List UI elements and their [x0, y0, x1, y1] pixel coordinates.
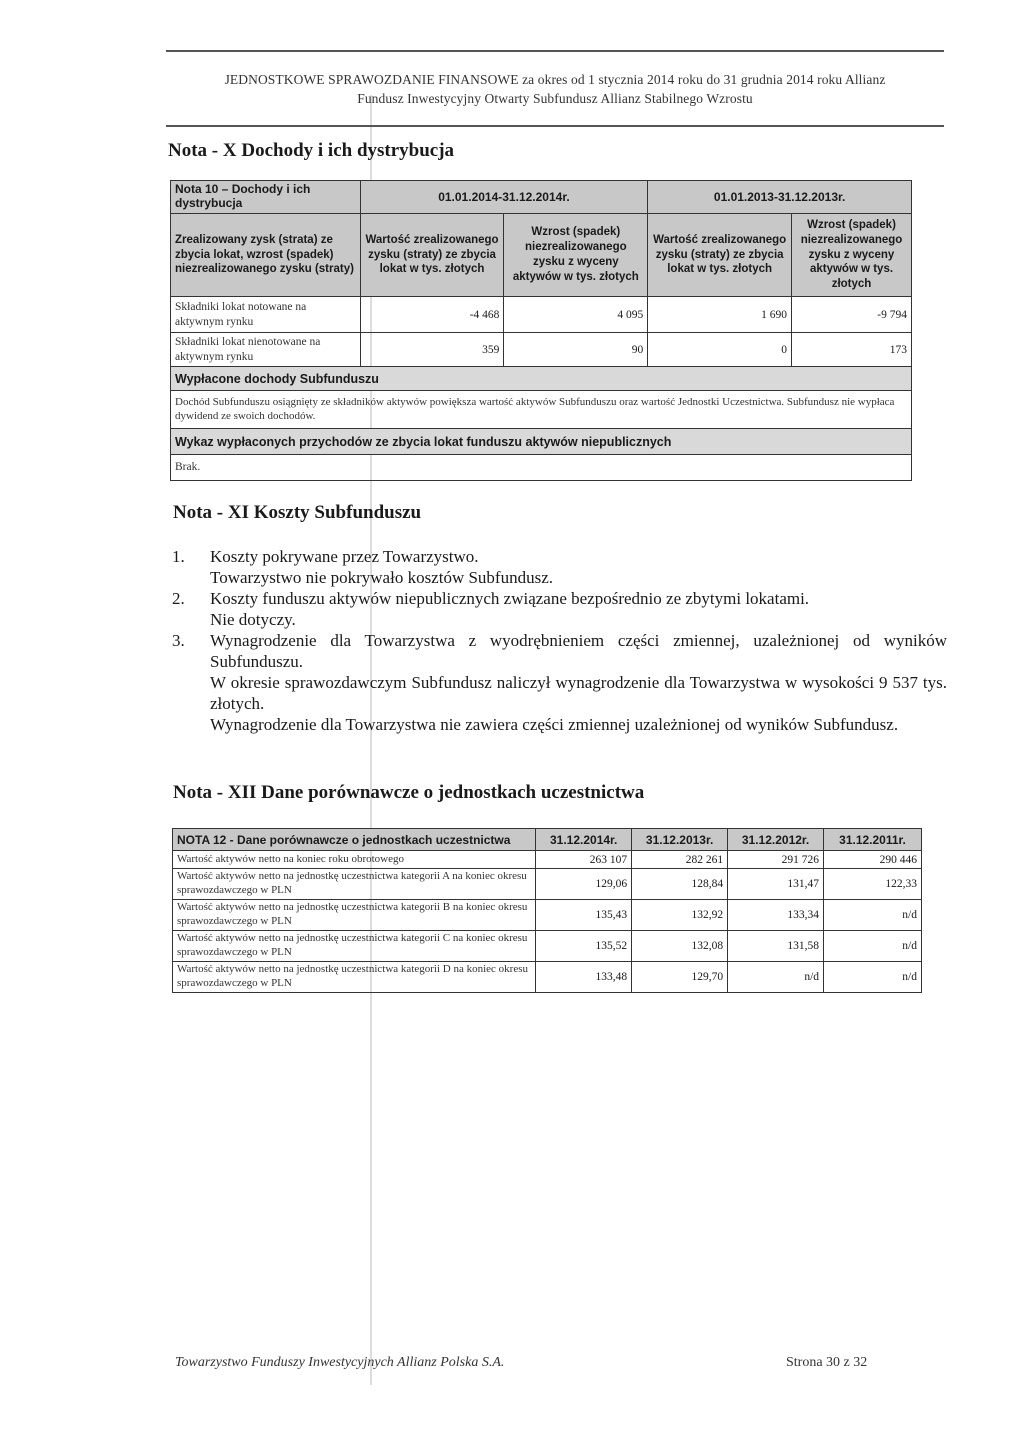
header-line-2: Fundusz Inwestycyjny Otwarty Subfundusz Allianz Stabilnego Wzrostu — [357, 91, 753, 106]
nota-10-table — [170, 180, 912, 481]
list-item — [172, 630, 947, 735]
page-number: Strona 30 z 32 — [786, 1355, 868, 1370]
value-cell: 132,92 — [632, 900, 728, 931]
col-realized-2014: Wartość zrealizowanego zysku (straty) ze zbycia lokat w tys. złotych — [360, 214, 504, 297]
item-number: 1. — [172, 547, 185, 566]
item-number: 3. — [172, 631, 185, 650]
value-cell: -4 468 — [360, 297, 504, 333]
row-label: Składniki lokat notowane na aktywnym rynku — [171, 297, 361, 333]
nota-10-title: Nota - X Dochody i ich dystrybucja — [168, 140, 455, 161]
nota-12-table — [172, 828, 922, 993]
value-cell: 135,43 — [536, 900, 632, 931]
table-row — [173, 931, 922, 962]
value-cell: n/d — [824, 900, 922, 931]
value-cell: 359 — [360, 333, 504, 367]
payout-list-text: Brak. — [171, 455, 912, 481]
item-text: Wynagrodzenie dla Towarzystwa nie zawiera części zmiennej uzależnionej od wyników Subfundusz. — [210, 715, 899, 734]
value-cell: 173 — [792, 333, 912, 367]
year-header: 31.12.2014r. — [536, 829, 632, 851]
item-text: Koszty funduszu aktywów niepublicznych związane bezpośrednio ze zbytymi lokatami. — [210, 589, 810, 608]
paid-income-text: Dochód Subfunduszu osiągnięty ze składników aktywów powiększa wartość aktywów Subfunduszu oraz wartość Jednostki Uczestnictwa. Subfundusz nie wypłaca dywidend ze swoich dochodów. — [171, 391, 912, 429]
list-item — [172, 546, 947, 588]
value-cell: n/d — [824, 931, 922, 962]
value-cell: 131,58 — [728, 931, 824, 962]
value-cell: 4 095 — [504, 297, 648, 333]
value-cell: 0 — [648, 333, 792, 367]
nota-11-title: Nota - XI Koszty Subfunduszu — [173, 502, 422, 523]
value-cell: n/d — [824, 962, 922, 993]
header-bottom-rule — [166, 125, 944, 127]
value-cell: 135,52 — [536, 931, 632, 962]
item-text: Towarzystwo nie pokrywało kosztów Subfundusz. — [210, 568, 554, 587]
value-cell: 128,84 — [632, 869, 728, 900]
year-header: 31.12.2013r. — [632, 829, 728, 851]
header-line-1: JEDNOSTKOWE SPRAWOZDANIE FINANSOWE za okres od 1 stycznia 2014 roku do 31 grudnia 2014 roku Allianz — [224, 72, 886, 87]
item-text: Wynagrodzenie dla Towarzystwa z wyodrębnieniem części zmiennej, uzależnionej od wyników Subfunduszu. — [210, 631, 947, 671]
nota-12-table-title: NOTA 12 - Dane porównawcze o jednostkach uczestnictwa — [173, 829, 536, 851]
row-label: Wartość aktywów netto na jednostkę uczestnictwa kategorii D na koniec okresu sprawozdawczego w PLN — [173, 962, 536, 993]
col-unrealized-2013: Wzrost (spadek) niezrealizowanego zysku z wyceny aktywów w tys. złotych — [792, 214, 912, 297]
table-row — [173, 851, 922, 869]
value-cell: 282 261 — [632, 851, 728, 869]
list-item — [172, 588, 947, 630]
value-cell: 1 690 — [648, 297, 792, 333]
value-cell: 122,33 — [824, 869, 922, 900]
period-2014: 01.01.2014-31.12.2014r. — [360, 181, 648, 214]
paid-income-title: Wypłacone dochody Subfunduszu — [171, 367, 912, 391]
item-number: 2. — [172, 589, 185, 608]
col-unrealized-2014: Wzrost (spadek) niezrealizowanego zysku z wyceny aktywów w tys. złotych — [504, 214, 648, 297]
row-header-cell: Zrealizowany zysk (strata) ze zbycia lokat, wzrost (spadek) niezrealizowanego zysku (straty) — [171, 214, 361, 297]
value-cell: 133,34 — [728, 900, 824, 931]
item-text: Nie dotyczy. — [210, 610, 296, 629]
value-cell: 291 726 — [728, 851, 824, 869]
value-cell: 132,08 — [632, 931, 728, 962]
value-cell: 90 — [504, 333, 648, 367]
value-cell: 263 107 — [536, 851, 632, 869]
value-cell: 133,48 — [536, 962, 632, 993]
table-row — [173, 900, 922, 931]
row-label: Wartość aktywów netto na jednostkę uczestnictwa kategorii C na koniec okresu sprawozdawczego w PLN — [173, 931, 536, 962]
table-row — [173, 869, 922, 900]
item-text: Koszty pokrywane przez Towarzystwo. — [210, 547, 479, 566]
table-row — [171, 333, 912, 367]
period-2013: 01.01.2013-31.12.2013r. — [648, 181, 912, 214]
table-row — [171, 297, 912, 333]
costs-list — [172, 546, 947, 735]
row-label: Wartość aktywów netto na jednostkę uczestnictwa kategorii A na koniec okresu sprawozdawczego w PLN — [173, 869, 536, 900]
year-header: 31.12.2011r. — [824, 829, 922, 851]
value-cell: 290 446 — [824, 851, 922, 869]
value-cell: 131,47 — [728, 869, 824, 900]
item-text: W okresie sprawozdawczym Subfundusz naliczył wynagrodzenie dla Towarzystwa w wysokości 9 537 tys. złotych. — [210, 673, 947, 713]
nota-10-table-title: Nota 10 – Dochody i ich dystrybucja — [171, 181, 361, 214]
header-top-rule — [166, 50, 944, 52]
col-realized-2013: Wartość zrealizowanego zysku (straty) ze zbycia lokat w tys. złotych — [648, 214, 792, 297]
row-label: Składniki lokat nienotowane na aktywnym rynku — [171, 333, 361, 367]
footer-company: Towarzystwo Funduszy Inwestycyjnych Allianz Polska S.A. — [175, 1355, 505, 1370]
row-label: Wartość aktywów netto na jednostkę uczestnictwa kategorii B na koniec okresu sprawozdawczego w PLN — [173, 900, 536, 931]
row-label: Wartość aktywów netto na koniec roku obrotowego — [173, 851, 536, 869]
value-cell: 129,06 — [536, 869, 632, 900]
value-cell: -9 794 — [792, 297, 912, 333]
value-cell: n/d — [728, 962, 824, 993]
table-row — [173, 962, 922, 993]
year-header: 31.12.2012r. — [728, 829, 824, 851]
nota-12-title: Nota - XII Dane porównawcze o jednostkach uczestnictwa — [173, 782, 645, 803]
payout-list-title: Wykaz wypłaconych przychodów ze zbycia lokat funduszu aktywów niepublicznych — [171, 429, 912, 455]
value-cell: 129,70 — [632, 962, 728, 993]
